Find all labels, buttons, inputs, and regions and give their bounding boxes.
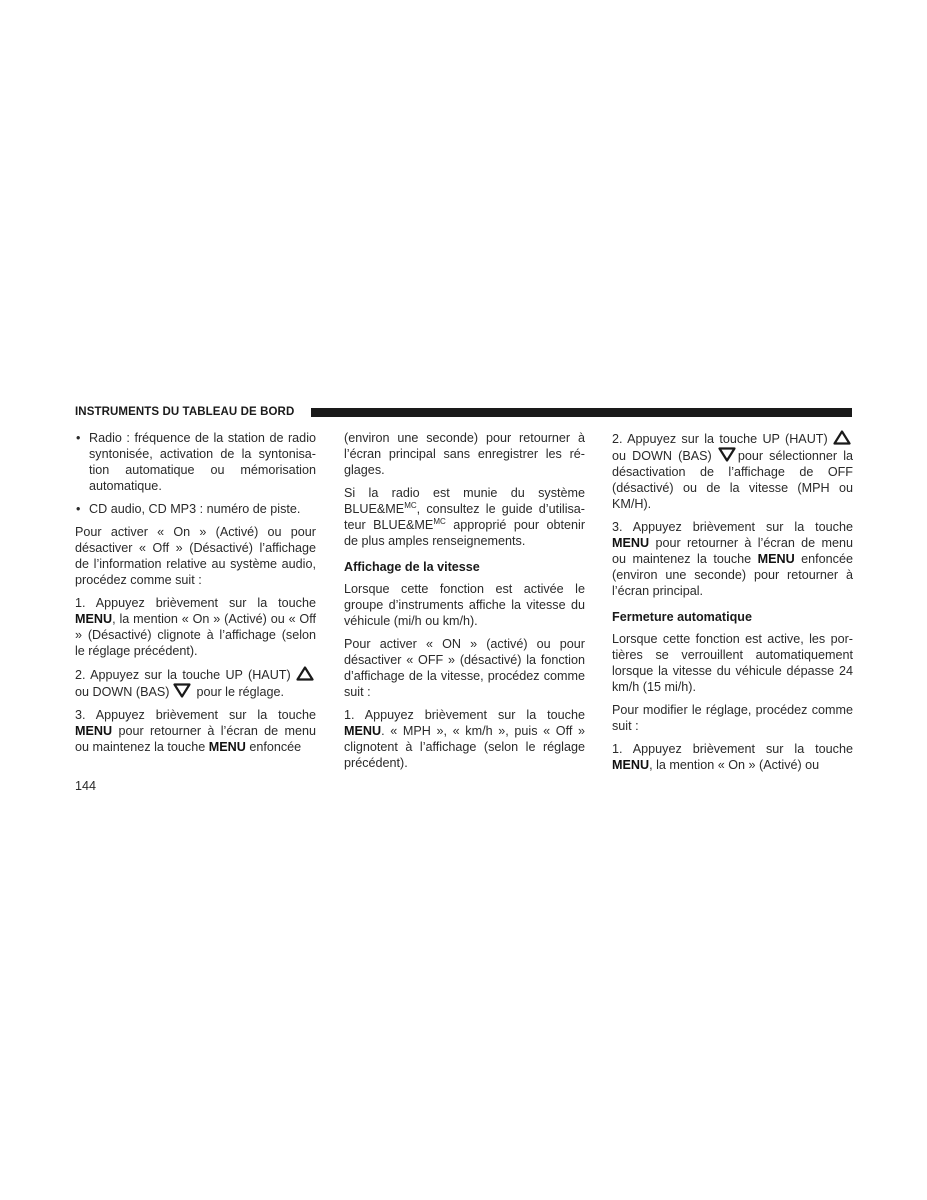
menu-key-label: MENU <box>75 612 113 626</box>
triangle-up-icon <box>296 666 314 681</box>
heading-speed-display: Affichage de la vitesse <box>344 560 480 574</box>
column-1 <box>75 430 316 755</box>
speed-step-1: 1. Appuyez brièvement sur la touche MENU. « MPH », « km/h », puis « Off » clignotent à l’affichage (selon le réglage précédent). <box>344 708 585 770</box>
bullet-dot: • <box>76 431 81 445</box>
list-item <box>75 501 316 517</box>
triangle-down-icon <box>173 683 191 698</box>
auto-lock-desc: Lorsque cette fonction est active, les por-tières se verrouillent automatiquement lorsque la vitesse du véhicule dépasse 24 km/h (15 mi/h). <box>612 632 853 694</box>
audio-step-2: 2. Appuyez sur la touche UP (HAUT) ou DOWN (BAS) pour le réglage. <box>75 666 316 700</box>
menu-key-label: MENU <box>344 724 382 738</box>
bullet-dot: • <box>76 502 81 516</box>
page-number: 144 <box>75 779 97 793</box>
menu-key-label: MENU <box>612 758 650 772</box>
menu-key-label: MENU <box>612 536 650 550</box>
menu-key-label: MENU <box>757 552 795 566</box>
header-rule <box>311 408 852 417</box>
auto-lock-intro: Pour modifier le réglage, procédez comme suit : <box>612 703 853 733</box>
menu-key-label: MENU <box>208 740 246 754</box>
heading-auto-lock: Fermeture automatique <box>612 610 752 624</box>
audio-step-1: 1. Appuyez brièvement sur la touche MENU, la mention « On » (Activé) ou « Off » (Désactivé) clignote à l’affichage (selon le réglage précédent). <box>75 596 316 658</box>
blueme-note: Si la radio est munie du système $BLUE\&ME^{MC}$, consultez le guide d’utilisa-teur $BLUE\&ME^{MC}$ approprié pour obtenir de plus amples renseignements. <box>344 486 586 548</box>
speed-step-2: 2. Appuyez sur la touche UP (HAUT) ou DOWN (BAS) pour sélectionner la désactivation de l’affichage de OFF (désactivé) ou de la vitesse (MPH ou KM/H). <box>612 432 853 511</box>
audio-step-3-continued: (environ une seconde) pour retourner à l’écran principal sans enregistrer les ré-glages. <box>344 431 585 477</box>
bullet-text-cd: CD audio, CD MP3 : numéro de piste. <box>89 502 301 516</box>
triangle-up-icon <box>833 430 851 445</box>
column-3 <box>612 430 853 773</box>
page-header <box>75 405 852 421</box>
triangle-down-icon <box>718 447 736 462</box>
section-title: INSTRUMENTS DU TABLEAU DE BORD <box>75 406 295 418</box>
menu-key-label: MENU <box>75 724 113 738</box>
bullet-text-radio: Radio : fréquence de la station de radio syntonisée, activation de la syntonisa-tion automatique ou mémorisation automatique. <box>89 431 316 493</box>
list-item <box>75 430 316 494</box>
audio-info-intro: Pour activer « On » (Activé) ou pour désactiver « Off » (Désactivé) l’affichage de l’information relative au système audio, procédez comme suit : <box>75 525 316 587</box>
column-2 <box>344 430 585 771</box>
auto-lock-step-1: 1. Appuyez brièvement sur la touche MENU, la mention « On » (Activé) ou <box>612 742 853 772</box>
audio-step-3: 3. Appuyez brièvement sur la touche MENU pour retourner à l’écran de menu ou maintenez la touche MENU enfoncée <box>75 708 317 754</box>
speed-step-3: 3. Appuyez brièvement sur la touche MENU pour retourner à l’écran de menu ou maintenez la touche MENU enfoncée (environ une seconde) pour retourner à l’écran principal. <box>612 520 854 598</box>
speed-display-desc: Lorsque cette fonction est activée le groupe d’instruments affiche la vitesse du véhicule (mi/h ou km/h). <box>344 582 585 628</box>
speed-display-intro: Pour activer « ON » (activé) ou pour désactiver « OFF » (désactivé) la fonction d’affichage de la vitesse, procédez comme suit : <box>344 637 585 699</box>
